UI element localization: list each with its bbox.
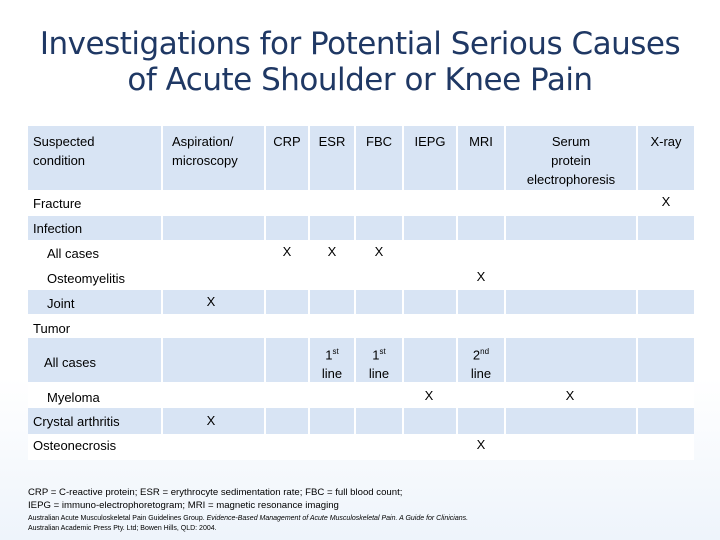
source-citation: Australian Acute Musculoskeletal Pain Guidelines Group. Evidence-Based Management of Acute Musculoskeletal Pain. A Guide for Clinicians. Australian Academic Press Pty. Ltd; Bowen Hills, QLD: 2004.: [28, 515, 469, 532]
header-suspected-condition: Suspected condition: [33, 134, 95, 168]
header-xray: X-ray: [650, 134, 682, 149]
mark-joint-aspiration: X: [206, 294, 216, 309]
mark-tumor-fbc-first-line: 1st line: [368, 347, 390, 382]
mark-all-fbc: X: [374, 244, 384, 259]
slide-title: [0, 26, 720, 98]
header-aspiration: Aspiration/ microscopy: [172, 134, 238, 168]
mark-all-esr: X: [327, 244, 337, 259]
header-serum-protein: Serum protein electrophoresis: [526, 134, 616, 187]
investigations-table: [28, 126, 694, 460]
header-fbc: FBC: [366, 134, 392, 149]
title-line-1: Investigations for Potential Serious Causes: [39, 26, 681, 62]
mark-osteonecrosis-mri: X: [476, 437, 486, 452]
mark-all-crp: X: [282, 244, 292, 259]
row-crystal-arthritis: Crystal arthritis: [33, 414, 120, 429]
header-mri: MRI: [469, 134, 493, 149]
mark-myeloma-iepg: X: [424, 388, 434, 403]
row-fracture: Fracture: [33, 196, 82, 211]
row-osteomyelitis: Osteomyelitis: [47, 271, 126, 286]
mark-osteomyelitis-mri: X: [476, 269, 486, 284]
header-iepg: IEPG: [414, 134, 446, 149]
mark-myeloma-serum: X: [565, 388, 575, 403]
row-infection: Infection: [33, 221, 83, 236]
abbreviations-footnote: CRP = C-reactive protein; ESR = erythrocyte sedimentation rate; FBC = full blood count; IEPG = immuno-electrophoretogram; MRI = magnetic resonance imaging: [28, 487, 403, 511]
mark-tumor-mri-second-line: 2nd line: [470, 347, 492, 382]
band-crystal: [28, 408, 694, 434]
mark-tumor-esr-first-line: 1st line: [321, 347, 343, 382]
row-joint: Joint: [47, 296, 75, 311]
header-crp: CRP: [273, 134, 301, 149]
mark-fracture-xray: X: [661, 194, 671, 209]
band-joint: [28, 290, 694, 314]
row-tumor-all-cases: All cases: [44, 355, 97, 370]
row-myeloma: Myeloma: [47, 390, 100, 405]
row-tumor: Tumor: [33, 321, 71, 336]
row-infection-all-cases: All cases: [47, 246, 100, 261]
header-esr: ESR: [318, 134, 346, 149]
row-osteonecrosis: Osteonecrosis: [33, 438, 117, 453]
band-infection-all: [28, 216, 694, 240]
mark-crystal-aspiration: X: [206, 413, 216, 428]
title-line-2: of Acute Shoulder or Knee Pain: [127, 62, 593, 98]
